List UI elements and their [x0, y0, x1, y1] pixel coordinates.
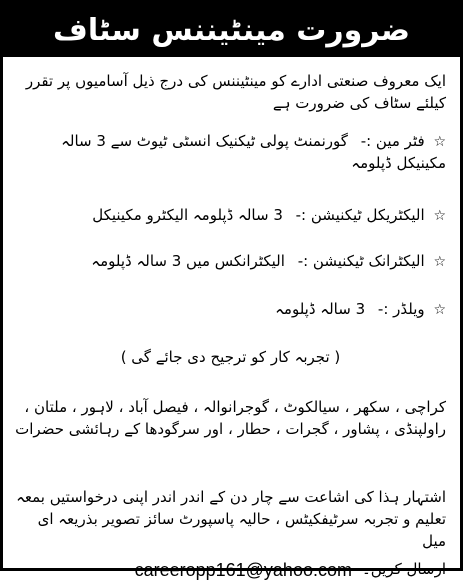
contact-email[interactable]: careeropp161@yahoo.com	[134, 560, 352, 580]
preference-note: ( تجربہ کار کو ترجیح دی جائے گی )	[120, 348, 341, 366]
star-icon: ☆	[433, 134, 446, 150]
position-title: ویلڈر :-	[377, 300, 425, 318]
position-detail: گورنمنٹ پولی ٹیکنیک انسٹی ٹیوٹ سے 3 سالہ مکینیکل ڈپلومہ	[61, 132, 446, 172]
position-detail: الیکٹرانکس میں 3 سالہ ڈپلومہ	[91, 252, 285, 270]
position-title: فٹر مین :-	[360, 132, 425, 150]
star-icon: ☆	[433, 254, 446, 270]
eligible-cities: کراچی ، سکھر ، سیالکوٹ ، گوجرانوالہ ، فیصل آباد ، لاہور ، ملتان ، راولپنڈی ، پشاور ، گجرات ، حطار ، اور سرگودھا کے رہائشی حضرات	[15, 398, 446, 438]
position-item	[15, 131, 446, 175]
ad-header	[3, 3, 460, 57]
star-icon: ☆	[433, 302, 446, 318]
contact-line	[15, 557, 446, 583]
position-detail: 3 سالہ ڈپلومہ الیکٹرو مکینیکل	[92, 206, 283, 224]
position-title: الیکٹرانک ٹیکنیشن :-	[297, 252, 425, 270]
position-item	[15, 205, 446, 227]
position-item	[15, 251, 446, 273]
position-title: الیکٹریکل ٹیکنیشن :-	[295, 206, 425, 224]
intro-paragraph: ایک معروف صنعتی ادارے کو مینٹیننس کی درج ذیل آسامیوں پر تقرر کیلئے سٹاف کی ضرورت ہے	[25, 72, 446, 112]
contact-suffix: ارسال کریں۔	[361, 560, 446, 579]
position-detail: 3 سالہ ڈپلومہ	[275, 300, 366, 318]
position-item	[15, 299, 446, 321]
application-instructions: اشتہار ہذا کی اشاعت سے چار دن کے اندر اندر اپنی درخواستیں بمعہ تعلیم و تجربہ سرٹیفکیٹس ، حالیہ پاسپورٹ سائز تصویر بذریعہ ای میل	[16, 488, 446, 550]
ad-body	[3, 57, 460, 580]
star-icon: ☆	[433, 208, 446, 224]
ad-title: ضرورت مینٹیننس سٹاف	[53, 12, 410, 48]
